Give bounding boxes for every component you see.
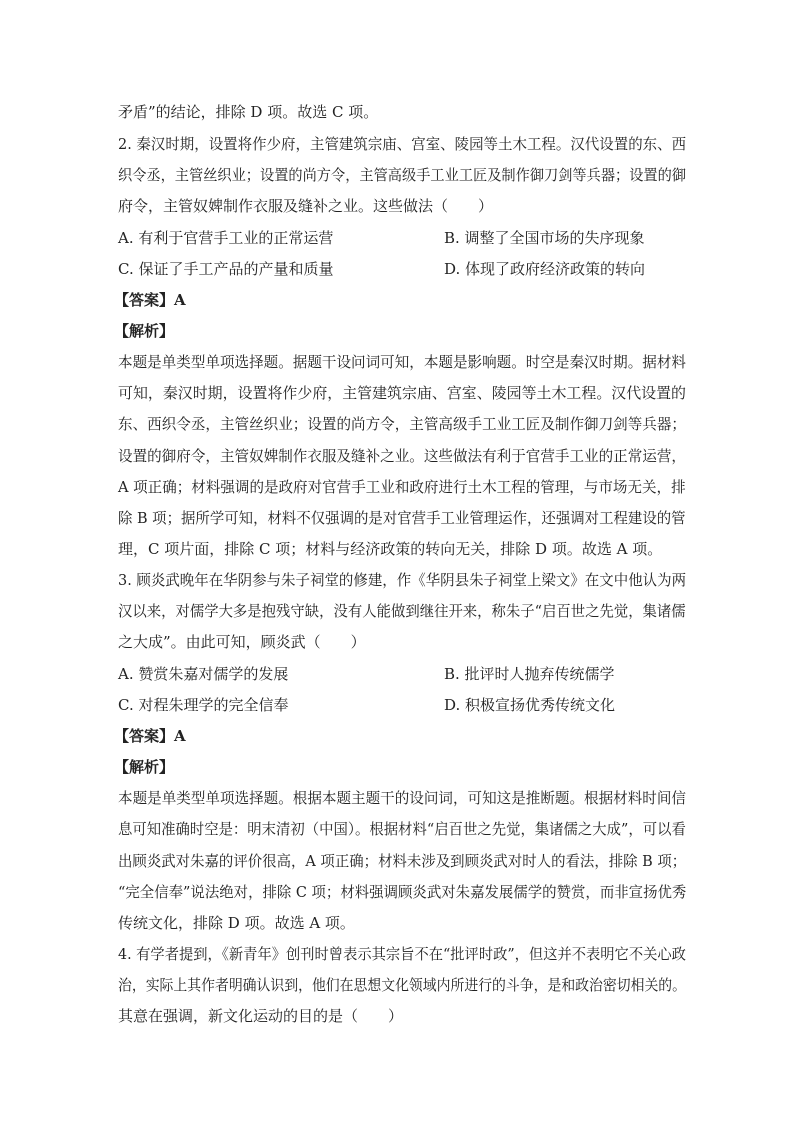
question-3-analysis: 出顾炎武对朱嘉的评价很高，A 项正确；材料未涉及到顾炎武对时人的看法，排除 B 项；: [118, 852, 687, 870]
question-2-analysis: 理，C 项片面，排除 C 项；材料与经济政策的转向无关，排除 D 项。故选 A 项。: [118, 540, 663, 558]
question-3-analysis-heading: 【解析】: [114, 758, 175, 776]
question-3-analysis: 本题是单类型单项选择题。根据本题主题干的设问词，可知这是推断题。根据材料时间信: [118, 789, 686, 807]
question-2-option-b: B. 调整了全国市场的失序现象: [444, 229, 645, 247]
question-2-answer: 【答案】A: [114, 291, 186, 309]
question-3-stem: 汉以来，对儒学大多是抱残守缺，没有人能做到继往开来，称朱子“启百世之先觉，集诸儒: [118, 602, 686, 620]
question-2-stem: 织令丞，主管丝织业；设置的尚方令，主管高级手工业工匠及制作御刀剑等兵器；设置的御: [118, 166, 687, 184]
question-3-option-d: D. 积极宣扬优秀传统文化: [444, 696, 616, 714]
question-2-analysis-heading: 【解析】: [114, 322, 175, 340]
question-3-option-a: A. 赞赏朱嘉对儒学的发展: [118, 665, 289, 683]
question-2-option-a: A. 有利于官营手工业的正常运营: [118, 229, 334, 247]
question-3-stem: 3. 顾炎武晚年在华阴参与朱子祠堂的修建，作《华阴县朱子祠堂上梁文》在文中他认为两: [118, 571, 687, 589]
question-3-analysis: 传统文化，排除 D 项。故选 A 项。: [118, 914, 355, 932]
question-2-stem: 府令，主管奴婢制作衣服及缝补之业。这些做法（ ）: [118, 197, 494, 215]
question-3-option-c: C. 对程朱理学的完全信奉: [118, 696, 289, 714]
question-2-analysis: 除 B 项；据所学可知，材料不仅强调的是对官营手工业管理运作，还强调对工程建设的管: [118, 509, 686, 527]
question-2-analysis: 本题是单类型单项选择题。据题干设问词可知，本题是影响题。时空是秦汉时期。据材料: [118, 353, 686, 371]
question-4-stem: 其意在强调，新文化运动的目的是（ ）: [118, 1007, 404, 1025]
question-2-analysis: 设置的御府令，主管奴婢制作衣服及缝补之业。这些做法有利于官营手工业的正常运营，: [118, 447, 686, 465]
text-line: 矛盾”的结论，排除 D 项。故选 C 项。: [118, 103, 379, 121]
question-4-stem: 治，实际上其作者明确认识到，他们在思想文化领域内所进行的斗争，是和政治密切相关的。: [118, 976, 687, 994]
question-3-answer: 【答案】A: [114, 727, 186, 745]
question-2-stem: 2. 秦汉时期，设置将作少府，主管建筑宗庙、宫室、陵园等土木工程。汉代设置的东、西: [118, 135, 687, 153]
question-3-analysis: 息可知准确时空是：明末清初（中国）。根据材料“启百世之先觉，集诸儒之大成”，可以看: [118, 820, 686, 838]
question-2-option-c: C. 保证了手工产品的产量和质量: [118, 260, 334, 278]
question-4-stem: 4. 有学者提到，《新青年》创刊时曾表示其宗旨不在“批评时政”，但这并不表明它不关心政: [118, 945, 686, 963]
question-3-option-b: B. 批评时人抛弃传统儒学: [444, 665, 615, 683]
question-3-stem: 之大成”。由此可知，顾炎武（ ）: [118, 633, 366, 651]
question-2-option-d: D. 体现了政府经济政策的转向: [444, 260, 646, 278]
question-2-analysis: A 项正确；材料强调的是政府对官营手工业和政府进行土木工程的管理，与市场无关，排: [118, 478, 686, 496]
question-2-analysis: 可知，秦汉时期，设置将作少府，主管建筑宗庙、宫室、陵园等土木工程。汉代设置的: [118, 384, 687, 402]
question-2-analysis: 东、西织令丞，主管丝织业；设置的尚方令，主管高级手工业工匠及制作御刀剑等兵器；: [118, 415, 686, 433]
question-3-analysis: “完全信奉”说法绝对，排除 C 项；材料强调顾炎武对朱嘉发展儒学的赞赏，而非宣扬优秀: [118, 883, 687, 901]
